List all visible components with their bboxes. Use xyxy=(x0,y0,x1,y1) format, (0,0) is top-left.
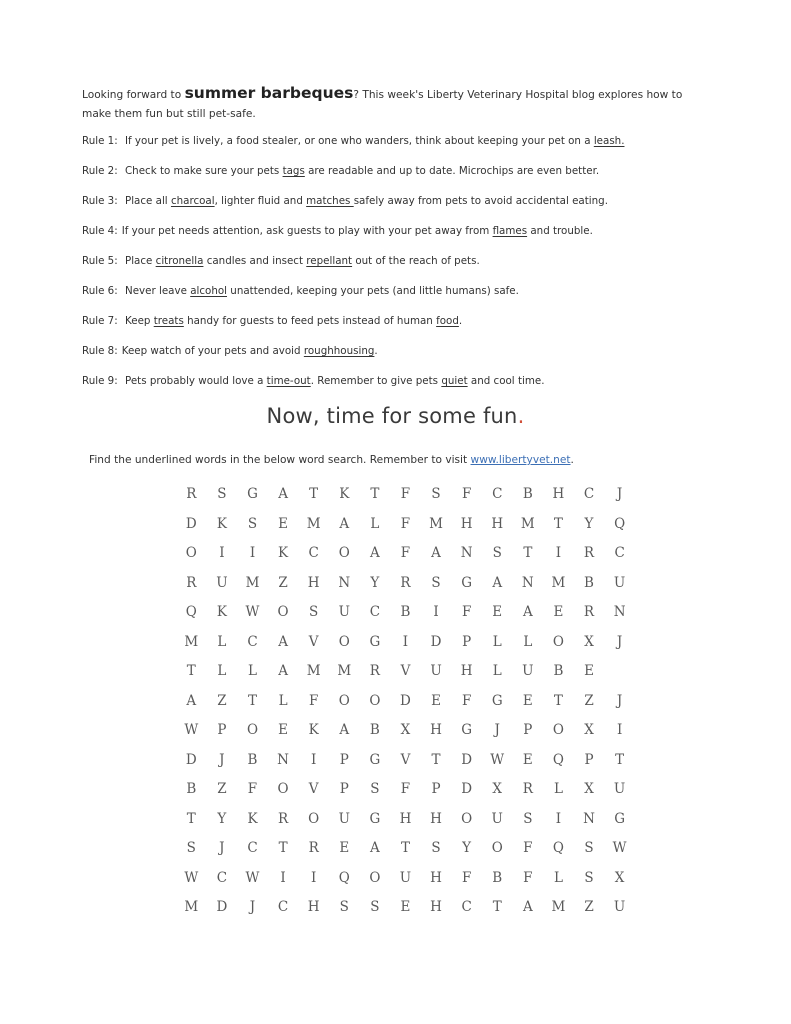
rule-label: Rule 7: xyxy=(82,315,118,327)
rule-item xyxy=(82,255,722,285)
grid-letter: I xyxy=(555,545,562,561)
grid-letter: P xyxy=(523,722,533,738)
grid-letter: S xyxy=(217,486,227,502)
grid-letter: K xyxy=(278,545,289,561)
grid-letter: M xyxy=(184,633,199,650)
grid-letter: R xyxy=(522,781,533,797)
grid-letter: D xyxy=(185,751,197,768)
grid-letter: B xyxy=(186,781,197,797)
grid-letter: T xyxy=(186,663,196,679)
heading-text: Now, time for some fun xyxy=(266,404,518,428)
grid-letter: O xyxy=(369,869,381,886)
grid-letter: Y xyxy=(462,840,472,856)
rule-text: are readable and up to date. Microchips are even better. xyxy=(304,165,600,177)
grid-letter: T xyxy=(309,486,319,502)
grid-letter: R xyxy=(400,574,411,591)
rule-item xyxy=(82,315,722,345)
grid-letter: Z xyxy=(217,781,227,797)
grid-letter: O xyxy=(338,633,350,650)
rule-keyword: food xyxy=(436,315,459,327)
grid-letter: K xyxy=(247,810,258,827)
grid-letter: S xyxy=(523,810,533,827)
grid-letter: S xyxy=(186,840,196,856)
grid-letter: F xyxy=(461,692,472,709)
grid-letter: C xyxy=(583,486,595,502)
grid-letter: Z xyxy=(584,899,594,915)
rule-text: out of the reach of pets. xyxy=(352,255,480,267)
grid-letter: S xyxy=(431,486,441,502)
grid-letter: M xyxy=(184,899,199,915)
grid-letter: M xyxy=(306,663,321,679)
grid-letter: X xyxy=(400,722,411,738)
rule-text: Keep xyxy=(121,315,154,327)
rule-keyword: citronella xyxy=(155,255,204,267)
grid-letter: E xyxy=(278,515,288,532)
grid-letter: Y xyxy=(584,515,594,532)
grid-letter: U xyxy=(613,574,626,591)
grid-letter: L xyxy=(553,781,563,797)
grid-letter: G xyxy=(461,722,473,738)
grid-letter: F xyxy=(400,545,411,561)
grid-letter: I xyxy=(402,633,409,650)
grid-letter: Q xyxy=(552,840,564,856)
grid-letter: Z xyxy=(278,574,288,591)
grid-letter: M xyxy=(551,899,566,915)
grid-letter: Y xyxy=(217,810,227,827)
grid-letter: S xyxy=(431,574,441,591)
rule-label: Rule 1: xyxy=(82,135,118,147)
rule-text: Pets probably would love a xyxy=(121,375,267,387)
grid-letter: A xyxy=(339,515,350,532)
grid-letter: W xyxy=(490,751,505,768)
grid-letter: E xyxy=(278,722,288,738)
grid-letter: Z xyxy=(584,692,594,709)
grid-letter: A xyxy=(369,545,380,561)
grid-letter: O xyxy=(308,810,320,827)
grid-letter: F xyxy=(400,486,411,502)
instructions-text: Find the underlined words in the below word search. Remember to visit xyxy=(89,454,471,466)
grid-letter: I xyxy=(219,545,225,561)
rule-text: . xyxy=(374,345,378,357)
grid-letter: B xyxy=(522,486,533,502)
grid-letter: N xyxy=(613,604,626,620)
grid-letter: T xyxy=(553,515,563,532)
grid-letter: S xyxy=(431,840,441,856)
grid-letter: H xyxy=(460,663,473,679)
grid-letter: F xyxy=(461,869,472,886)
grid-letter: T xyxy=(431,751,441,768)
grid-letter: A xyxy=(369,840,380,856)
grid-letter: T xyxy=(492,899,502,915)
rule-label: Rule 2: xyxy=(82,165,118,177)
grid-letter: Y xyxy=(370,574,380,591)
grid-letter: P xyxy=(584,751,594,768)
grid-letter: H xyxy=(399,810,412,827)
grid-letter: Q xyxy=(185,604,197,620)
grid-letter: X xyxy=(492,781,503,797)
grid-letter: B xyxy=(492,869,503,886)
grid-letter: J xyxy=(219,840,225,856)
grid-letter: I xyxy=(280,869,286,886)
grid-letter xyxy=(604,661,635,691)
rule-keyword: treats xyxy=(153,315,184,327)
rule-keyword: quiet xyxy=(441,375,468,387)
grid-letter: X xyxy=(584,633,594,650)
rule-text: Keep watch of your pets and avoid xyxy=(121,345,304,357)
grid-letter: H xyxy=(430,810,442,827)
grid-letter: U xyxy=(613,899,626,915)
grid-letter: P xyxy=(431,781,441,797)
grid-letter: A xyxy=(522,604,533,620)
grid-letter: L xyxy=(217,663,227,679)
word-search-grid xyxy=(176,484,635,927)
grid-letter: V xyxy=(400,663,411,679)
grid-letter: U xyxy=(338,604,350,620)
grid-letter: J xyxy=(616,633,623,650)
grid-letter: X xyxy=(614,869,625,886)
grid-letter: L xyxy=(492,633,502,650)
rule-text: safely away from pets to avoid accidental eating. xyxy=(353,195,608,207)
rule-text: Check to make sure your pets xyxy=(121,165,283,177)
rule-text: handy for guests to feed pets instead of human xyxy=(183,315,437,327)
grid-letter: I xyxy=(311,869,317,886)
grid-letter: V xyxy=(400,751,411,768)
rule-label: Rule 3: xyxy=(82,195,118,207)
grid-letter: F xyxy=(461,486,472,502)
grid-letter: P xyxy=(462,633,472,650)
grid-letter: R xyxy=(369,663,380,679)
rule-label: Rule 4: xyxy=(82,225,118,237)
rule-label: Rule 5: xyxy=(82,255,118,267)
grid-letter: E xyxy=(339,840,350,856)
rule-item xyxy=(82,285,722,315)
grid-letter: L xyxy=(553,869,563,886)
grid-letter: H xyxy=(430,722,442,738)
grid-letter: O xyxy=(338,692,350,709)
grid-letter: E xyxy=(492,604,503,620)
rule-text: unattended, keeping your pets (and little humans) safe. xyxy=(227,285,519,297)
grid-letter: J xyxy=(219,751,225,768)
grid-letter: C xyxy=(614,545,625,561)
grid-letter: L xyxy=(370,515,380,532)
rule-keyword: roughhousing xyxy=(303,345,375,357)
grid-letter: T xyxy=(370,486,380,502)
grid-letter: E xyxy=(522,692,533,709)
grid-letter: D xyxy=(461,751,473,768)
rule-label: Rule 6: xyxy=(82,285,118,297)
grid-letter: T xyxy=(523,545,533,561)
grid-letter: B xyxy=(553,663,564,679)
grid-letter: P xyxy=(339,751,349,768)
grid-letter: A xyxy=(492,574,503,591)
rule-text: . xyxy=(458,315,463,327)
grid-letter: F xyxy=(247,781,258,797)
grid-letter: U xyxy=(216,574,228,591)
grid-letter: S xyxy=(309,604,319,620)
grid-letter: C xyxy=(216,869,228,886)
grid-letter: K xyxy=(216,515,227,532)
grid-letter: H xyxy=(430,869,442,886)
grid-letter: L xyxy=(278,692,288,709)
grid-letter: V xyxy=(308,781,319,797)
rule-item xyxy=(82,225,722,255)
grid-letter: F xyxy=(523,840,533,856)
grid-letter: X xyxy=(584,722,594,738)
grid-letter: A xyxy=(278,633,288,650)
grid-letter: C xyxy=(247,840,258,856)
grid-letter: N xyxy=(277,751,289,768)
grid-letter: L xyxy=(523,633,533,650)
grid-letter: G xyxy=(369,810,381,827)
grid-letter: X xyxy=(584,781,594,797)
grid-letter: A xyxy=(339,722,350,738)
grid-letter: O xyxy=(185,545,197,561)
grid-letter: B xyxy=(369,722,380,738)
grid-letter: R xyxy=(277,810,289,827)
intro-pre: Looking forward to xyxy=(82,89,185,101)
grid-letter: O xyxy=(277,604,289,620)
grid-letter: R xyxy=(583,545,595,561)
grid-letter: N xyxy=(583,810,595,827)
rule-text: candles and insect xyxy=(203,255,307,267)
grid-letter: M xyxy=(520,515,535,532)
grid-letter: J xyxy=(249,899,256,915)
grid-letter: C xyxy=(461,899,472,915)
rule-item xyxy=(82,135,722,165)
grid-letter: D xyxy=(461,781,473,797)
grid-letter: J xyxy=(494,722,500,738)
grid-letter: O xyxy=(369,692,381,709)
grid-letter: S xyxy=(370,899,380,915)
grid-letter: G xyxy=(369,633,381,650)
grid-letter: P xyxy=(339,781,349,797)
grid-letter: I xyxy=(311,751,317,768)
grid-letter: L xyxy=(217,633,227,650)
grid-letter: A xyxy=(278,486,288,502)
grid-letter: I xyxy=(616,722,623,738)
grid-letter: O xyxy=(552,722,564,738)
grid-letter: C xyxy=(247,633,258,650)
grid-letter: L xyxy=(492,663,502,679)
grid-letter: M xyxy=(429,515,443,532)
grid-letter: W xyxy=(184,722,199,738)
rule-text: If your pet is lively, a food stealer, or one who wanders, think about keeping your pet on a xyxy=(121,135,594,147)
grid-letter: H xyxy=(552,486,565,502)
grid-letter: U xyxy=(613,781,626,797)
grid-letter: M xyxy=(245,574,260,591)
grid-letter: O xyxy=(277,781,289,797)
grid-letter: M xyxy=(306,515,321,532)
grid-letter: F xyxy=(308,692,319,709)
grid-letter: J xyxy=(616,692,623,709)
rule-keyword: matches xyxy=(306,195,354,207)
grid-letter: T xyxy=(400,840,410,856)
grid-letter: Q xyxy=(614,515,626,532)
grid-letter: U xyxy=(430,663,442,679)
grid-letter: S xyxy=(584,840,594,856)
grid-letter: O xyxy=(491,840,503,856)
section-heading xyxy=(0,404,791,428)
grid-letter: W xyxy=(612,840,627,856)
rule-item xyxy=(82,375,722,405)
grid-letter: A xyxy=(278,663,288,679)
grid-letter: N xyxy=(521,574,534,591)
grid-letter: W xyxy=(184,869,199,886)
grid-letter: T xyxy=(553,692,563,709)
grid-letter: F xyxy=(523,869,533,886)
grid-letter: T xyxy=(247,692,257,709)
rule-keyword: leash. xyxy=(593,135,625,147)
grid-letter: M xyxy=(337,663,352,679)
grid-letter: D xyxy=(430,633,442,650)
rule-label: Rule 9: xyxy=(82,375,118,387)
grid-letter: E xyxy=(584,663,594,679)
grid-letter: K xyxy=(308,722,319,738)
grid-letter: R xyxy=(308,840,319,856)
rule-keyword: alcohol xyxy=(190,285,228,297)
rule-keyword: flames xyxy=(492,225,528,237)
grid-letter: N xyxy=(460,545,473,561)
grid-letter: C xyxy=(492,486,503,502)
rule-text: Never leave xyxy=(121,285,191,297)
grid-letter: F xyxy=(400,781,411,797)
instructions xyxy=(89,454,574,466)
rule-keyword: tags xyxy=(282,165,305,177)
grid-letter: U xyxy=(399,869,412,886)
grid-letter: O xyxy=(338,545,350,561)
grid-letter: E xyxy=(400,899,411,915)
grid-letter: D xyxy=(185,515,197,532)
grid-letter: S xyxy=(339,899,349,915)
grid-letter: T xyxy=(278,840,288,856)
grid-letter: W xyxy=(245,869,260,886)
rule-item xyxy=(82,165,722,195)
grid-letter: S xyxy=(247,515,258,532)
grid-letter: I xyxy=(249,545,256,561)
grid-letter: Q xyxy=(338,869,350,886)
grid-letter: P xyxy=(217,722,227,738)
rule-text: Place all xyxy=(121,195,171,207)
grid-letter: G xyxy=(461,574,473,591)
grid-letter: H xyxy=(307,574,320,591)
rule-text: . Remember to give pets xyxy=(310,375,442,387)
grid-letter: G xyxy=(614,810,625,827)
grid-letter: R xyxy=(583,604,595,620)
grid-letter: V xyxy=(308,633,319,650)
grid-letter: R xyxy=(186,574,197,591)
intro-post: ? This week's Liberty Veterinary Hospital blog explores how to make them fun but still pet-safe. xyxy=(82,89,683,120)
grid-letter: I xyxy=(433,604,439,620)
intro-highlight: summer barbeques xyxy=(184,84,354,102)
grid-letter: O xyxy=(461,810,473,827)
grid-letter: U xyxy=(338,810,350,827)
rule-text: Place xyxy=(121,255,156,267)
grid-letter: W xyxy=(245,604,260,620)
rule-text: and cool time. xyxy=(467,375,545,387)
rule-text: and trouble. xyxy=(527,225,593,237)
grid-letter: D xyxy=(400,692,411,709)
grid-letter: B xyxy=(247,751,258,768)
grid-letter: H xyxy=(430,899,442,915)
rule-item xyxy=(82,345,722,375)
grid-letter: E xyxy=(553,604,564,620)
grid-letter: O xyxy=(246,722,259,738)
intro-paragraph xyxy=(82,84,712,124)
grid-letter: S xyxy=(370,781,380,797)
rule-text: If your pet needs attention, ask guests to play with your pet away from xyxy=(121,225,493,237)
grid-letter: S xyxy=(584,869,594,886)
grid-letter: C xyxy=(308,545,319,561)
rule-text: , lighter fluid and xyxy=(214,195,307,207)
rules-list xyxy=(82,135,722,405)
grid-letter: D xyxy=(216,899,228,915)
grid-letter: G xyxy=(491,692,503,709)
grid-letter: F xyxy=(461,604,472,620)
instructions-end: . xyxy=(570,454,574,466)
grid-letter: B xyxy=(400,604,411,620)
grid-letter: O xyxy=(552,633,564,650)
rule-label: Rule 8: xyxy=(82,345,118,357)
rule-keyword: charcoal xyxy=(170,195,215,207)
rule-keyword: repellant xyxy=(306,255,353,267)
grid-letter: K xyxy=(339,486,350,502)
grid-letter: H xyxy=(460,515,473,532)
grid-letter: Z xyxy=(217,692,227,709)
grid-letter: G xyxy=(247,486,258,502)
grid-letter: I xyxy=(555,810,562,827)
grid-letter: Q xyxy=(552,751,564,768)
grid-letter: E xyxy=(522,751,533,768)
heading-dot: . xyxy=(517,404,525,428)
grid-letter: U xyxy=(522,663,534,679)
grid-letter: N xyxy=(338,574,351,591)
grid-letter: S xyxy=(492,545,502,561)
rule-item xyxy=(82,195,722,225)
website-link[interactable]: www.libertyvet.net xyxy=(470,454,571,466)
grid-letter: J xyxy=(616,486,623,502)
grid-letter: M xyxy=(551,574,566,591)
grid-letter: F xyxy=(400,515,411,532)
grid-letter: C xyxy=(277,899,289,915)
grid-letter: E xyxy=(431,692,441,709)
grid-letter: A xyxy=(431,545,441,561)
grid-letter: H xyxy=(491,515,504,532)
grid-letter: C xyxy=(369,604,381,620)
grid-letter: U xyxy=(491,810,503,827)
grid-letter: H xyxy=(307,899,320,915)
grid-letter: G xyxy=(369,751,381,768)
grid-letter: A xyxy=(522,899,533,915)
rule-keyword: time-out xyxy=(266,375,311,387)
grid-letter: T xyxy=(186,810,196,827)
grid-letter: K xyxy=(216,604,227,620)
grid-letter: A xyxy=(186,692,197,709)
grid-letter: R xyxy=(186,486,197,502)
grid-letter: B xyxy=(584,574,594,591)
grid-letter: L xyxy=(248,663,257,679)
grid-letter: T xyxy=(615,751,625,768)
